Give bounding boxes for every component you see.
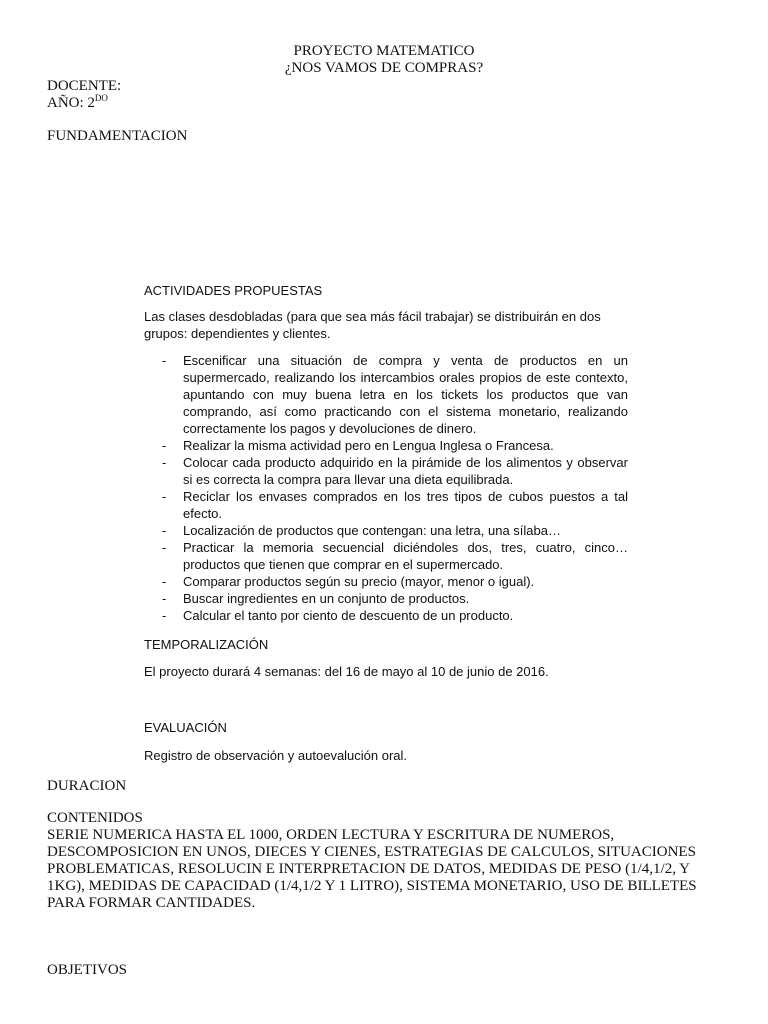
bullet-dash: - — [162, 540, 167, 555]
evaluacion-heading: EVALUACIÓN — [144, 720, 227, 735]
temporalizacion-heading: TEMPORALIZACIÓN — [144, 637, 269, 652]
evaluacion-text: Registro de observación y autoevalución oral. — [144, 748, 408, 763]
list-item-text: Calcular el tanto por ciento de descuento de un producto. — [183, 608, 514, 623]
list-item-text: Escenificar una situación de compra y venta de productos en un supermercado, realizando los intercambios orales propios de este contexto, apuntando con muy buena letra en los tickets los productos que van comprando, así como practicando con el sistema monetario, realizando correctamente los pagos y devoluciones de dinero. — [183, 353, 628, 436]
list-item-text: Practicar la memoria secuencial diciéndoles dos, tres, cuatro, cinco… productos que tienen que comprar en el supermercado. — [183, 540, 628, 572]
list-item — [162, 352, 628, 437]
list-item-text: Buscar ingredientes en un conjunto de productos. — [183, 591, 470, 606]
contenidos-body: SERIE NUMERICA HASTA EL 1000, ORDEN LECTURA Y ESCRITURA DE NUMEROS, DESCOMPOSICION EN UNOS, DIECES Y CIENES, ESTRATEGIAS DE CALCULOS, SITUACIONES PROBLEMATICAS, RESOLUCIN E INTERPRETACION DE DATOS, MEDIDAS DE PESO (1/4,1/2, Y 1KG), MEDIDAS DE CAPACIDAD (1/4,1/2 Y 1 LITRO), SISTEMA MONETARIO, USO DE BILLETES PARA FORMAR CANTIDADES. — [47, 827, 697, 911]
docente-label: DOCENTE: — [47, 78, 122, 94]
list-item — [162, 488, 628, 522]
objetivos-heading: OBJETIVOS — [47, 962, 128, 978]
list-item-text: Localización de productos que contengan: una letra, una sílaba… — [183, 523, 561, 538]
list-item — [162, 454, 628, 488]
list-item — [162, 539, 628, 573]
list-item — [162, 607, 628, 624]
bullet-dash: - — [162, 608, 167, 623]
anio-superscript: DO — [94, 93, 108, 103]
bullet-dash: - — [162, 455, 167, 470]
document-title: PROYECTO MATEMATICO — [293, 43, 475, 59]
bullet-dash: - — [162, 489, 167, 504]
bullet-dash: - — [162, 574, 167, 589]
list-item — [162, 573, 628, 590]
document-subtitle: ¿NOS VAMOS DE COMPRAS? — [284, 60, 484, 76]
list-item — [162, 522, 628, 539]
fundamentacion-heading: FUNDAMENTACION — [47, 128, 188, 144]
list-item-text: Reciclar los envases comprados en los tres tipos de cubos puestos a tal efecto. — [183, 489, 628, 521]
list-item — [162, 437, 628, 454]
temporalizacion-text: El proyecto durará 4 semanas: del 16 de mayo al 10 de junio de 2016. — [144, 664, 549, 679]
actividades-intro: Las clases desdobladas (para que sea más fácil trabajar) se distribuirán en dos grupos: dependientes y clientes. — [144, 309, 601, 341]
bullet-dash: - — [162, 438, 167, 453]
bullet-dash: - — [162, 591, 167, 606]
anio-label: AÑO: 2 — [47, 95, 95, 111]
bullet-dash: - — [162, 353, 167, 368]
duracion-heading: DURACION — [47, 778, 127, 794]
contenidos-heading: CONTENIDOS — [47, 810, 143, 826]
activity-list — [162, 352, 628, 624]
anio-line — [47, 95, 108, 112]
list-item-text: Colocar cada producto adquirido en la pirámide de los alimentos y observar si es correcta la compra para llevar una dieta equilibrada. — [183, 455, 628, 487]
bullet-dash: - — [162, 523, 167, 538]
list-item-text: Realizar la misma actividad pero en Lengua Inglesa o Francesa. — [183, 438, 554, 453]
title-block — [0, 43, 768, 77]
list-item-text: Comparar productos según su precio (mayor, menor o igual). — [183, 574, 535, 589]
list-item — [162, 590, 628, 607]
actividades-heading: ACTIVIDADES PROPUESTAS — [144, 283, 323, 298]
